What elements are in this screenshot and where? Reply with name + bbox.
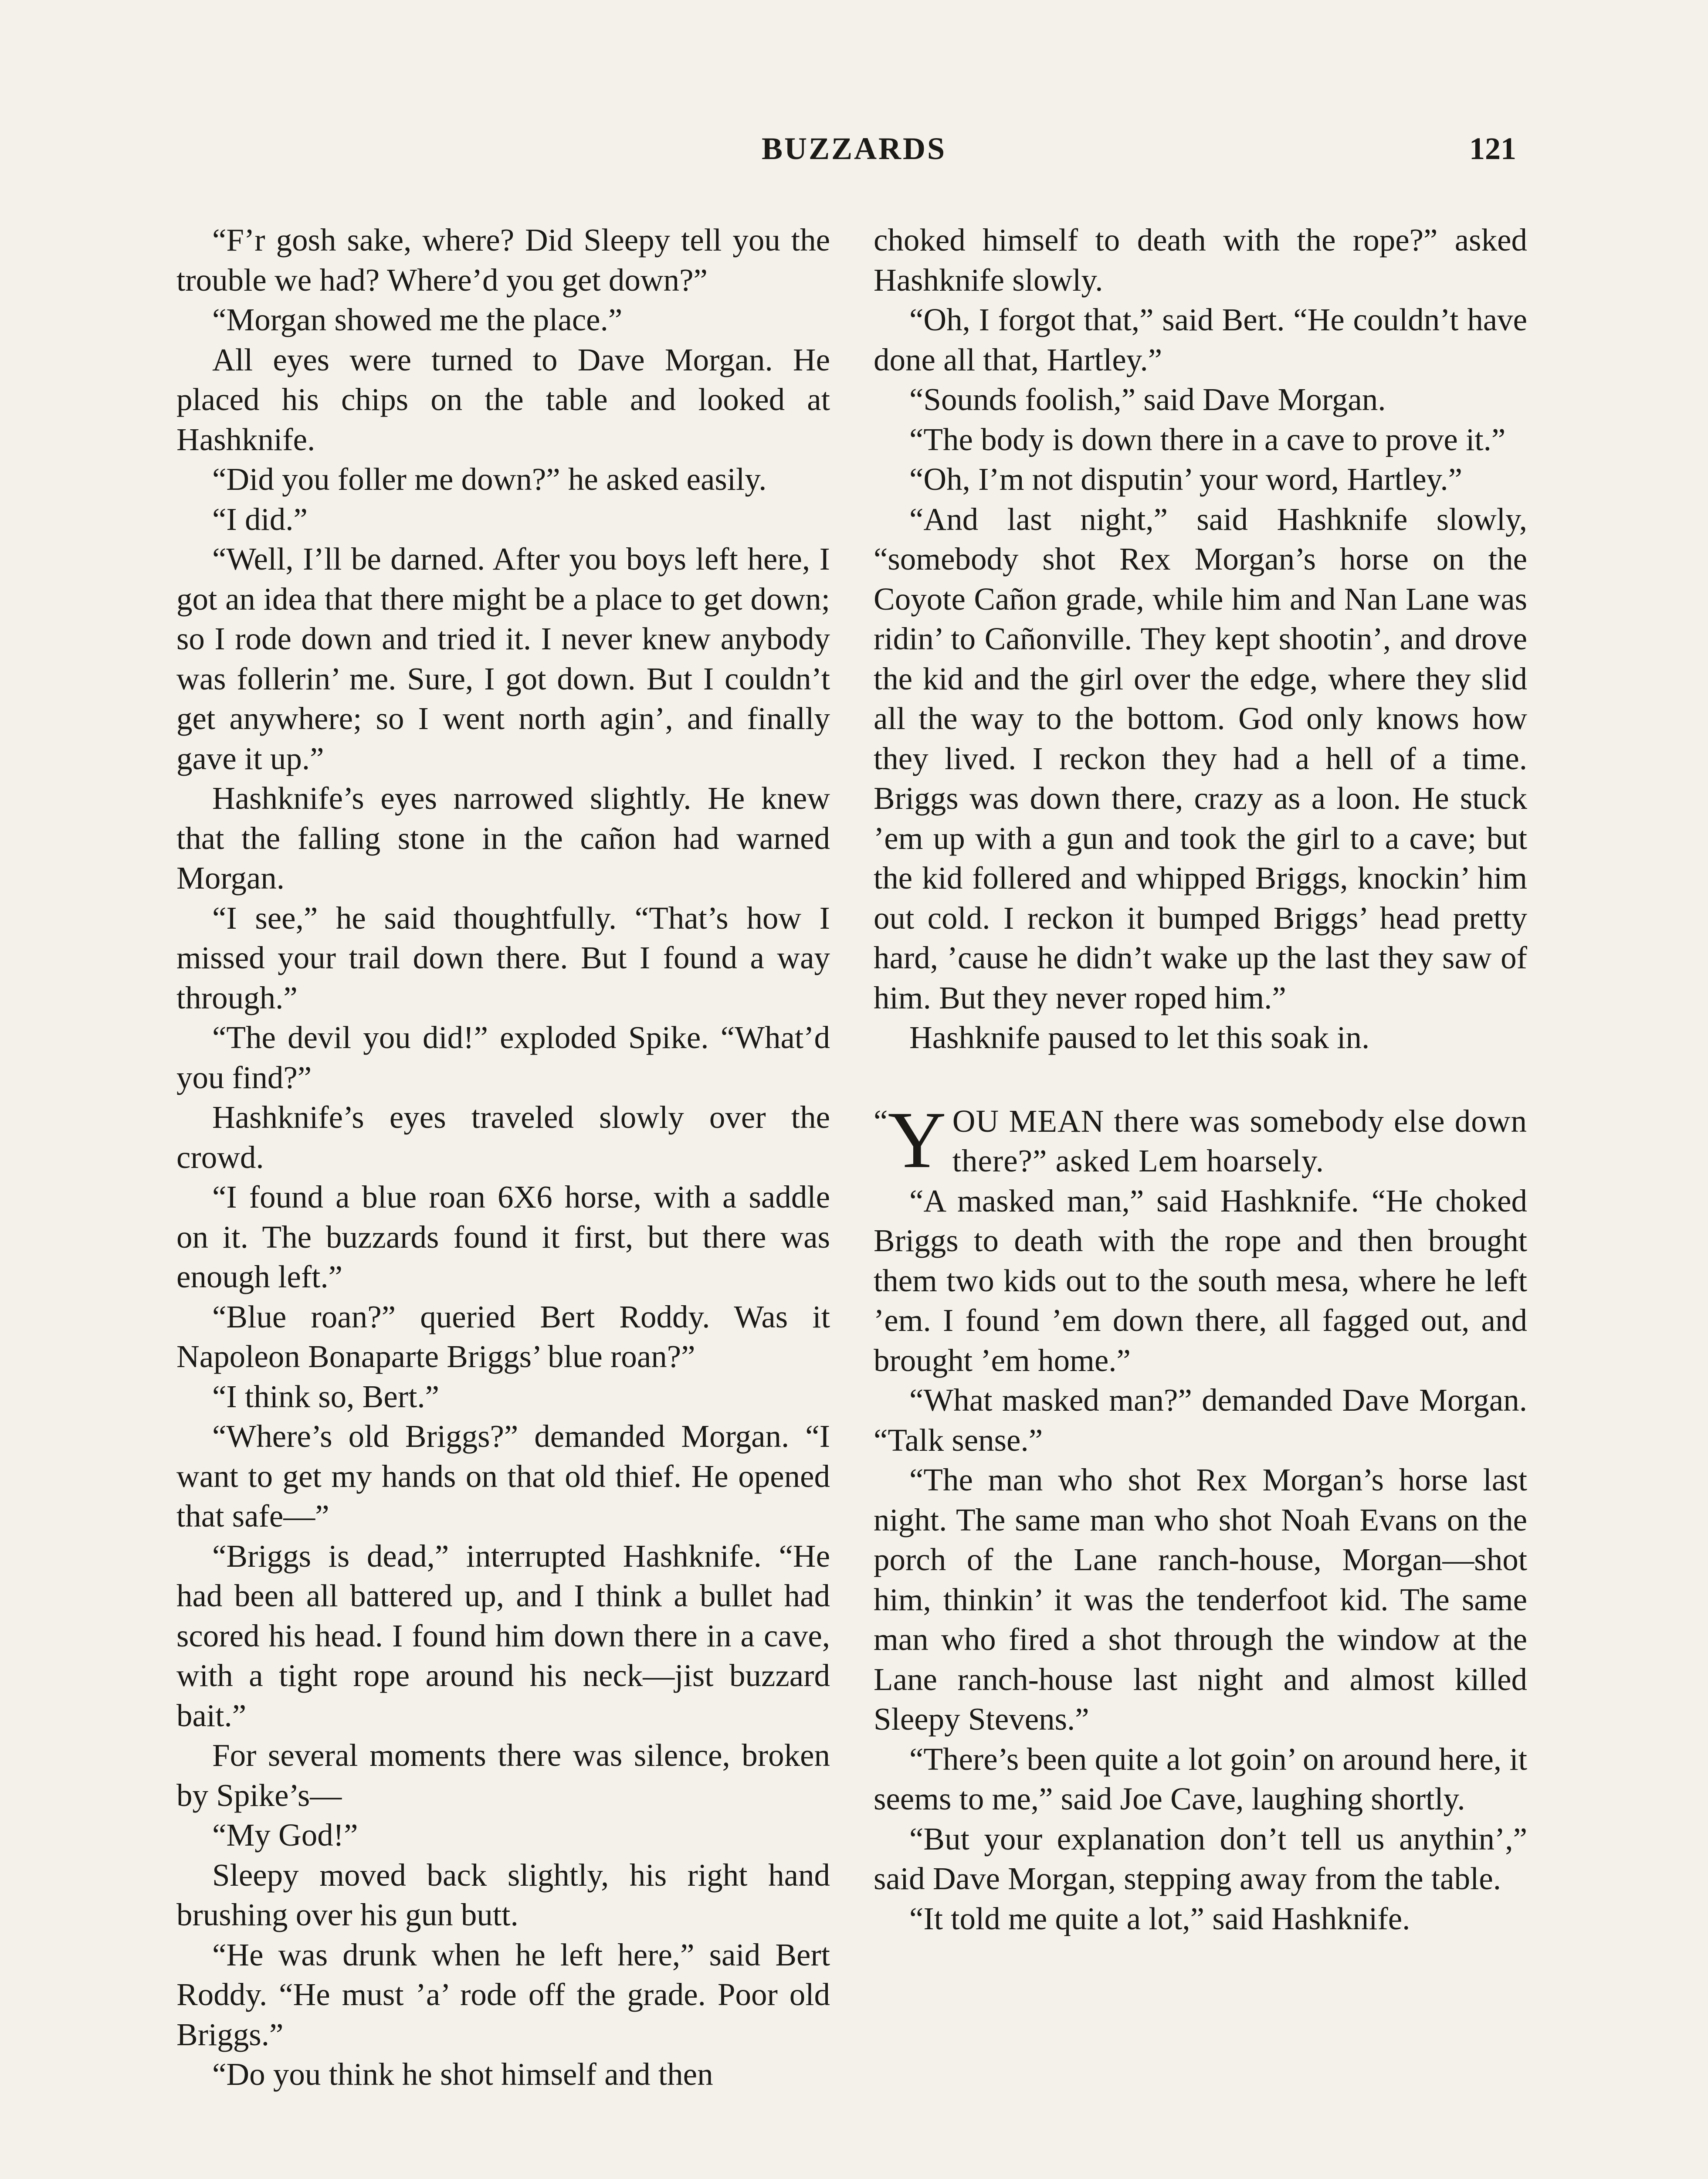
paragraph: “I did.”	[212, 501, 308, 537]
paragraph: “I see,” he said thoughtfully. “That’s how I missed your trail down there. But I found a way through.”	[176, 900, 830, 1015]
paragraph: “Where’s old Briggs?” demanded Morgan. “I want to get my hands on that old thief. He opened that safe—”	[176, 1419, 830, 1534]
paragraph: Hashknife’s eyes traveled slowly over the crowd.	[176, 1100, 830, 1175]
paragraph: “I found a blue roan 6X6 horse, with a saddle on it. The buzzards found it first, but there was enough left.”	[176, 1179, 830, 1294]
paragraph: “There’s been quite a lot goin’ on around here, it seems to me,” said Joe Cave, laughing shortly.	[874, 1741, 1527, 1816]
paragraph: Hashknife paused to let this soak in.	[909, 1020, 1370, 1055]
section-break	[874, 1058, 1527, 1101]
dropcap-paragraph	[874, 1095, 1527, 1185]
paragraph: “Morgan showed me the place.”	[212, 302, 623, 337]
paragraph: “Sounds foolish,” said Dave Morgan.	[909, 382, 1386, 417]
paragraph: “Oh, I’m not disputin’ your word, Hartley.”	[909, 462, 1463, 497]
paragraph: Sleepy moved back slightly, his right hand brushing over his gun butt.	[176, 1857, 830, 1932]
paragraph: “A masked man,” said Hashknife. “He choked Briggs to death with the rope and then brought them two kids out to the south mesa, where he left ’em. I found ’em down there, all fagged out, and brought ’em home.”	[874, 1183, 1527, 1378]
paragraph: “It told me quite a lot,” said Hashknife.	[909, 1901, 1410, 1936]
left-column	[176, 220, 830, 2094]
paragraph: “What masked man?” demanded Dave Morgan. “Talk sense.”	[874, 1382, 1527, 1458]
paragraph: “Blue roan?” queried Bert Roddy. Was it Napoleon Bonaparte Briggs’ blue roan?”	[176, 1299, 830, 1374]
paragraph: “He was drunk when he left here,” said Bert Roddy. “He must ’a’ rode off the grade. Poor old Briggs.”	[176, 1937, 830, 2052]
paragraph: Hashknife’s eyes narrowed slightly. He knew that the falling stone in the cañon had warned Morgan.	[176, 781, 830, 896]
dropcap-text: OU MEAN there was somebody else down there?” asked Lem hoarsely.	[952, 1103, 1527, 1178]
paragraph: All eyes were turned to Dave Morgan. He placed his chips on the table and looked at Hashknife.	[176, 342, 830, 457]
paragraph: “F’r gosh sake, where? Did Sleepy tell you the trouble we had? Where’d you get down?”	[176, 222, 830, 298]
paragraph: “Oh, I forgot that,” said Bert. “He couldn’t have done all that, Hartley.”	[874, 302, 1527, 377]
running-title: BUZZARDS	[761, 131, 947, 166]
paragraph: “Briggs is dead,” interrupted Hashknife. “He had been all battered up, and I think a bullet had scored his head. I found him down there in a cave, with a tight rope around his neck—jist buzzard bait.”	[176, 1538, 830, 1733]
page-header	[0, 0, 1708, 183]
paragraph: “And last night,” said Hashknife slowly, “somebody shot Rex Morgan’s horse on the Coyote Cañon grade, while him and Nan Lane was ridin’ to Cañonville. They kept shootin’, and drove the kid and the girl over the edge, where they slid all the way to the bottom. God only knows how they lived. I reckon they had a hell of a time. Briggs was down there, crazy as a loon. He stuck ’em up with a gun and took the girl to a cave; but the kid follered and whipped Briggs, knockin’ him out cold. I reckon it bumped Briggs’ head pretty hard, ’cause he didn’t wake up the last they saw of him. But they never roped him.”	[874, 501, 1527, 1015]
paragraph-continued: choked himself to death with the rope?” asked Hashknife slowly.	[874, 222, 1527, 298]
paragraph: “My God!”	[212, 1817, 358, 1853]
right-column	[874, 220, 1527, 1938]
paragraph: “The man who shot Rex Morgan’s horse last night. The same man who shot Noah Evans on the porch of the Lane ranch-house, Morgan—shot him, thinkin’ it was the tenderfoot kid. The same man who fired a shot through the window at the Lane ranch-house last night and almost killed Sleepy Stevens.”	[874, 1462, 1527, 1737]
page-number: 121	[1469, 131, 1516, 166]
dropcap-open-quote: “	[874, 1103, 888, 1139]
paragraph: “But your explanation don’t tell us anythin’,” said Dave Morgan, stepping away from the table.	[874, 1821, 1527, 1896]
paragraph: “I think so, Bert.”	[212, 1378, 440, 1414]
dropcap-letter: Y	[888, 1095, 946, 1185]
paragraph: “Do you think he shot himself and then	[212, 2057, 713, 2092]
paragraph: “The body is down there in a cave to prove it.”	[909, 421, 1506, 457]
paragraph: “Well, I’ll be darned. After you boys left here, I got an idea that there might be a place to get down; so I rode down and tried it. I never knew anybody was follerin’ me. Sure, I got down. But I couldn’t get anywhere; so I went north agin’, and finally gave it up.”	[176, 541, 830, 776]
paragraph: “The devil you did!” exploded Spike. “What’d you find?”	[176, 1020, 830, 1095]
paragraph: “Did you foller me down?” he asked easily.	[212, 462, 767, 497]
paragraph: For several moments there was silence, broken by Spike’s—	[176, 1738, 830, 1813]
